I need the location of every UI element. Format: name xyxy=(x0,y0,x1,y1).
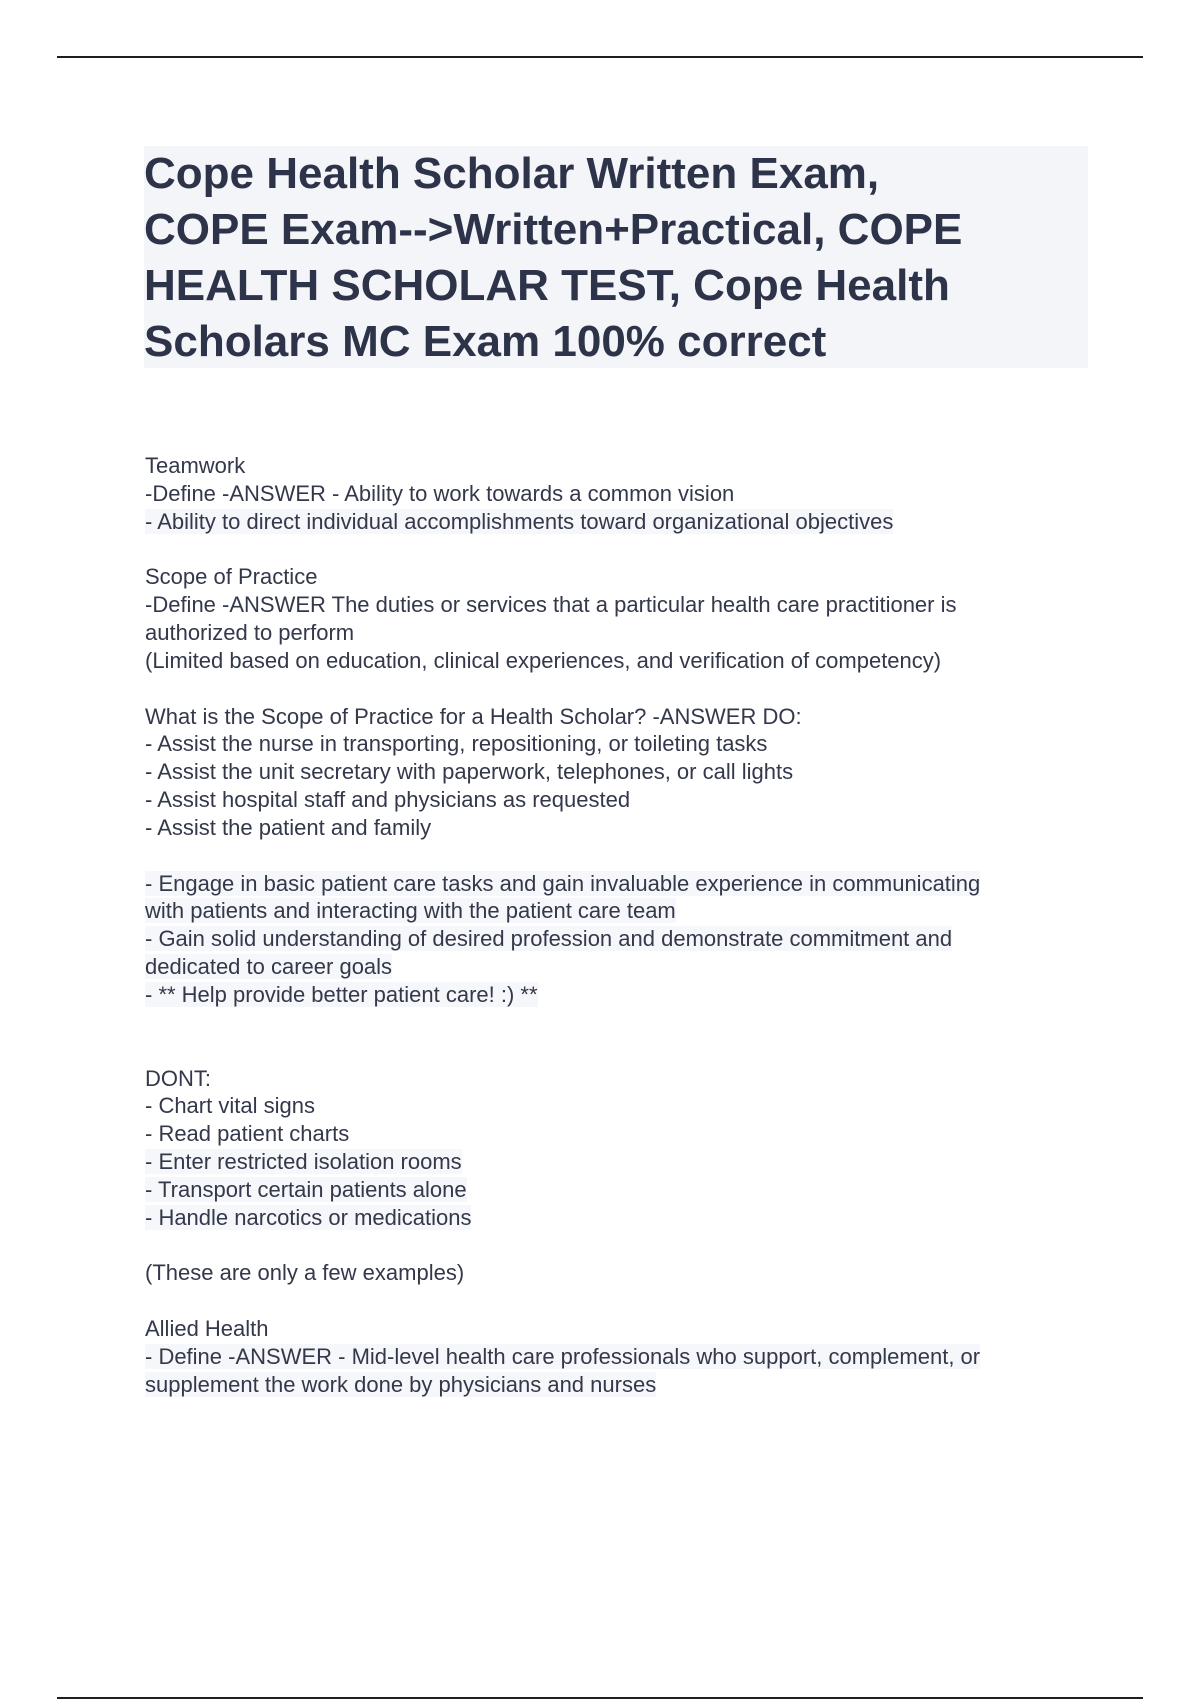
title-block xyxy=(144,146,1088,368)
text-line: dedicated to career goals xyxy=(145,953,393,979)
text-line: - Define -ANSWER - Mid-level health care professionals who support, complement, or xyxy=(145,1343,981,1369)
document-body xyxy=(145,452,1075,1399)
dont-heading: DONT: xyxy=(145,1065,211,1091)
document-title xyxy=(144,146,1088,370)
text-line: -Define -ANSWER - Ability to work towards a common vision xyxy=(145,480,735,506)
dont-item: - Transport certain patients alone xyxy=(145,1176,467,1202)
text-line: - ** Help provide better patient care! :) ** xyxy=(145,981,538,1007)
section-teamwork xyxy=(145,452,1075,535)
section-heading: Teamwork xyxy=(145,453,246,478)
text-line: (Limited based on education, clinical experiences, and verification of competency) xyxy=(145,647,942,673)
text-line: supplement the work done by physicians and nurses xyxy=(145,1371,657,1397)
do-item: - Assist hospital staff and physicians as requested xyxy=(145,786,631,812)
dont-item: - Handle narcotics or medications xyxy=(145,1204,472,1230)
title-line: HEALTH SCHOLAR TEST, Cope Health xyxy=(144,261,950,310)
bottom-rule xyxy=(57,1697,1143,1699)
text-line: - Gain solid understanding of desired profession and demonstrate commitment and xyxy=(145,926,953,952)
dont-item: - Chart vital signs xyxy=(145,1093,315,1119)
title-line: Scholars MC Exam 100% correct xyxy=(144,317,827,366)
text-line: - Engage in basic patient care tasks and gain invaluable experience in communicating xyxy=(145,870,981,896)
dont-item: - Enter restricted isolation rooms xyxy=(145,1148,462,1174)
section-heading: Scope of Practice xyxy=(145,564,318,590)
text-line: authorized to perform xyxy=(145,619,355,645)
do-item: - Assist the unit secretary with paperwork, telephones, or call lights xyxy=(145,759,794,785)
text-line: - Ability to direct individual accomplishments toward organizational objectives xyxy=(145,508,894,534)
title-line: Cope Health Scholar Written Exam, xyxy=(144,149,880,198)
text-line: -Define -ANSWER The duties or services that a particular health care practitioner is xyxy=(145,592,957,618)
text-line: with patients and interacting with the patient care team xyxy=(145,898,676,924)
top-rule xyxy=(57,56,1143,58)
section-heading: What is the Scope of Practice for a Health Scholar? -ANSWER DO: xyxy=(145,703,802,729)
section-allied-health xyxy=(145,1315,1075,1398)
section-heading: Allied Health xyxy=(145,1316,269,1342)
dont-item: - Read patient charts xyxy=(145,1121,350,1147)
do-item: - Assist the nurse in transporting, repositioning, or toileting tasks xyxy=(145,731,768,757)
section-scope-of-practice xyxy=(145,563,1075,674)
note: (These are only a few examples) xyxy=(145,1260,465,1286)
section-scholar-scope xyxy=(145,703,1075,1288)
do-item: - Assist the patient and family xyxy=(145,814,432,840)
title-line: COPE Exam-->Written+Practical, COPE xyxy=(144,205,963,254)
